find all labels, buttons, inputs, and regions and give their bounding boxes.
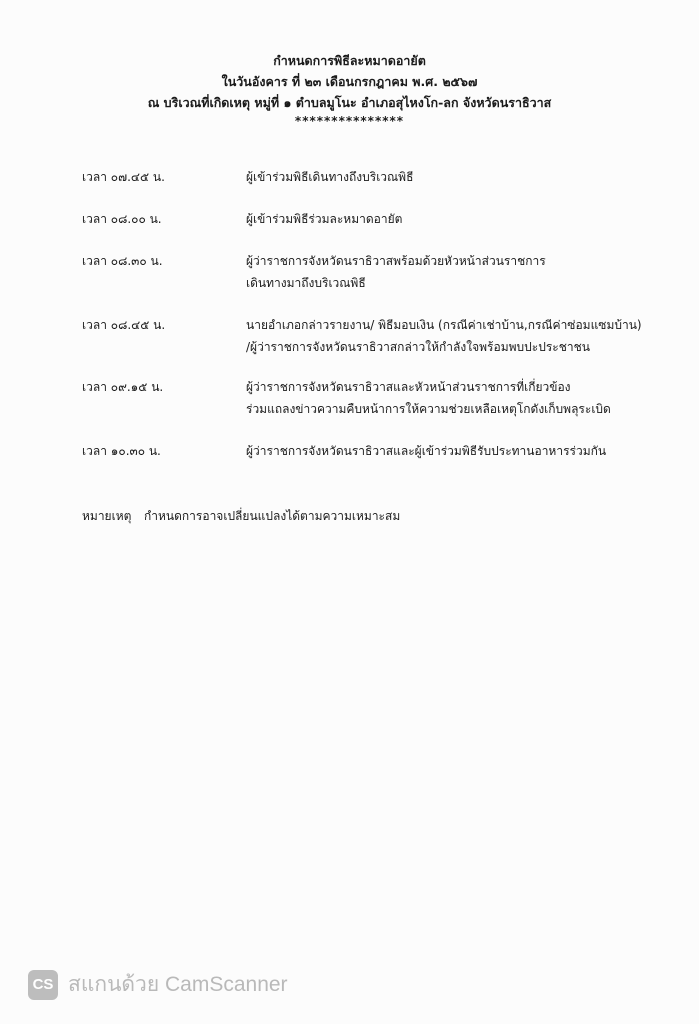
schedule-description bbox=[246, 166, 676, 188]
schedule-description-line: ร่วมแถลงข่าวความคืบหน้าการให้ความช่วยเหลือเหตุโกดังเก็บพลุระเบิด bbox=[246, 402, 611, 416]
schedule-description bbox=[246, 440, 676, 462]
schedule-description-line: /ผู้ว่าราชการจังหวัดนราธิวาสกล่าวให้กำลังใจพร้อมพบปะประชาชน bbox=[246, 340, 590, 354]
document-header bbox=[0, 50, 699, 129]
schedule-description-line: เดินทางมาถึงบริเวณพิธี bbox=[246, 276, 366, 290]
camscanner-watermark bbox=[28, 968, 288, 1001]
schedule-description-line: นายอำเภอกล่าวรายงาน/ พิธีมอบเงิน (กรณีค่าเช่าบ้าน,กรณีค่าซ่อมแซมบ้าน) bbox=[246, 318, 642, 332]
remark-label: หมายเหตุ bbox=[82, 509, 132, 523]
schedule-description-line: ผู้ว่าราชการจังหวัดนราธิวาสพร้อมด้วยหัวหน้าส่วนราชการ bbox=[246, 254, 546, 268]
schedule-time: เวลา ๐๘.๔๕ น. bbox=[82, 318, 166, 332]
schedule-description bbox=[246, 314, 676, 358]
remark bbox=[82, 505, 400, 527]
schedule-time: เวลา ๑๐.๓๐ น. bbox=[82, 444, 161, 458]
schedule-description bbox=[246, 376, 676, 420]
schedule-time: เวลา ๐๘.๐๐ น. bbox=[82, 212, 162, 226]
schedule-description bbox=[246, 250, 676, 294]
schedule-description-line: ผู้เข้าร่วมพิธีเดินทางถึงบริเวณพิธี bbox=[246, 170, 414, 184]
camscanner-watermark-text: สแกนด้วย CamScanner bbox=[68, 973, 288, 996]
schedule-description bbox=[246, 208, 676, 230]
camscanner-logo-icon: CS bbox=[28, 970, 58, 1000]
event-date: ในวันอังคาร ที่ ๒๓ เดือนกรกฎาคม พ.ศ. ๒๕๖๗ bbox=[221, 74, 478, 89]
schedule-description-line: ผู้เข้าร่วมพิธีร่วมละหมาดอายัต bbox=[246, 212, 403, 226]
document-title: กำหนดการพิธีละหมาดอายัต bbox=[273, 53, 426, 68]
event-location: ณ บริเวณที่เกิดเหตุ หมู่ที่ ๑ ตำบลมูโนะ อำเภอสุไหงโก-ลก จังหวัดนราธิวาส bbox=[147, 95, 552, 110]
schedule-time: เวลา ๐๙.๑๕ น. bbox=[82, 380, 164, 394]
remark-text: กำหนดการอาจเปลี่ยนแปลงได้ตามความเหมาะสม bbox=[144, 509, 401, 523]
schedule-time: เวลา ๐๗.๔๕ น. bbox=[82, 170, 165, 184]
schedule-time: เวลา ๐๘.๓๐ น. bbox=[82, 254, 163, 268]
schedule-description-line: ผู้ว่าราชการจังหวัดนราธิวาสและหัวหน้าส่วนราชการที่เกี่ยวข้อง bbox=[246, 380, 571, 394]
schedule-description-line: ผู้ว่าราชการจังหวัดนราธิวาสและผู้เข้าร่วมพิธีรับประทานอาหารร่วมกัน bbox=[246, 444, 607, 458]
header-divider-stars: *************** bbox=[294, 114, 405, 128]
